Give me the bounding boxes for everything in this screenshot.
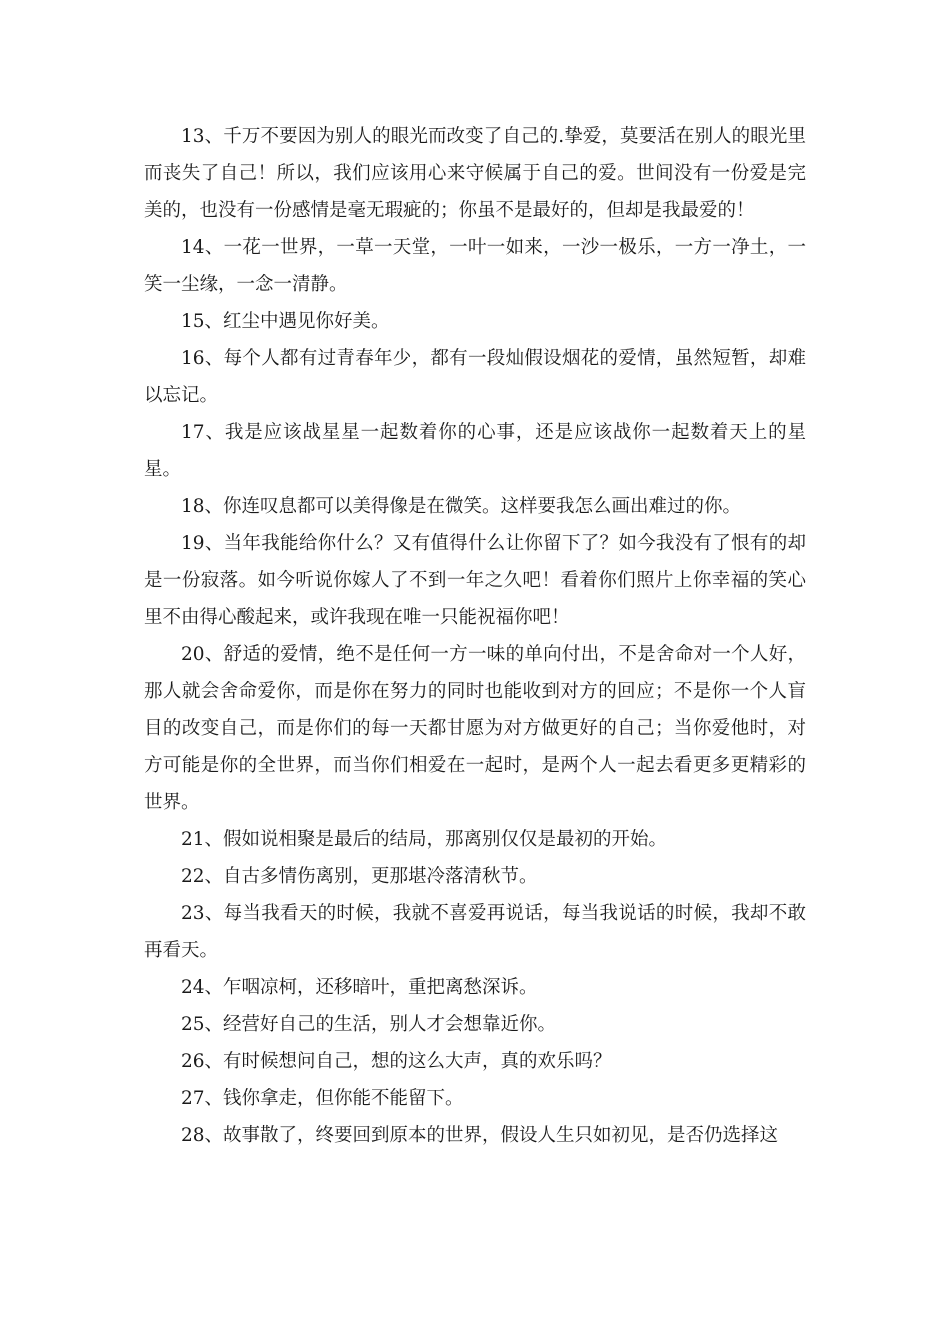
paragraph-16: 16、每个人都有过青春年少，都有一段灿假设烟花的爱情，虽然短暂，却难以忘记。: [144, 348, 806, 406]
paragraph-15: 15、红尘中遇见你好美。: [181, 311, 390, 332]
paragraph-23: 23、每当我看天的时候，我就不喜爱再说话，每当我说话的时候，我却不敢再看天。: [144, 903, 806, 961]
paragraph-18: 18、你连叹息都可以美得像是在微笑。这样要我怎么画出难过的你。: [181, 496, 742, 517]
paragraph-19: 19、当年我能给你什么？又有值得什么让你留下了？如今我没有了恨有的却是一份寂落。如今听说你嫁人了不到一年之久吧！看着你们照片上你幸福的笑心里不由得心酸起来，或许我现在唯一只能祝福你吧！: [144, 533, 806, 628]
paragraph-13: 13、千万不要因为别人的眼光而改变了自己的.挚爱，莫要活在别人的眼光里而丧失了自己！所以，我们应该用心来守候属于自己的爱。世间没有一份爱是完美的，也没有一份感情是毫无瑕疵的；你虽不是最好的，但却是我最爱的！: [144, 126, 806, 221]
document-body: [144, 118, 806, 1154]
paragraph-20: 20、舒适的爱情，绝不是任何一方一味的单向付出，不是舍命对一个人好，那人就会舍命爱你，而是你在努力的同时也能收到对方的回应；不是你一个人盲目的改变自己，而是你们的每一天都甘愿为对方做更好的自己；当你爱他时，对方可能是你的全世界，而当你们相爱在一起时，是两个人一起去看更多更精彩的世界。: [144, 644, 806, 813]
paragraph-26: 26、有时候想问自己，想的这么大声，真的欢乐吗？: [181, 1051, 612, 1072]
paragraph-24: 24、乍咽凉柯，还移暗叶，重把离愁深诉。: [181, 977, 538, 998]
paragraph-21: 21、假如说相聚是最后的结局，那离别仅仅是最初的开始。: [181, 829, 668, 850]
paragraph-22: 22、自古多情伤离别，更那堪冷落清秋节。: [181, 866, 538, 887]
paragraph-28: 28、故事散了，终要回到原本的世界，假设人生只如初见，是否仍选择这: [181, 1125, 779, 1146]
paragraph-14: 14、一花一世界，一草一天堂，一叶一如来，一沙一极乐，一方一净土，一笑一尘缘，一念一清静。: [144, 237, 806, 295]
paragraph-25: 25、经营好自己的生活，别人才会想靠近你。: [181, 1014, 557, 1035]
paragraph-17: 17、我是应该战星星一起数着你的心事，还是应该战你一起数着天上的星星。: [144, 422, 806, 480]
paragraph-27: 27、钱你拿走，但你能不能留下。: [181, 1088, 464, 1109]
